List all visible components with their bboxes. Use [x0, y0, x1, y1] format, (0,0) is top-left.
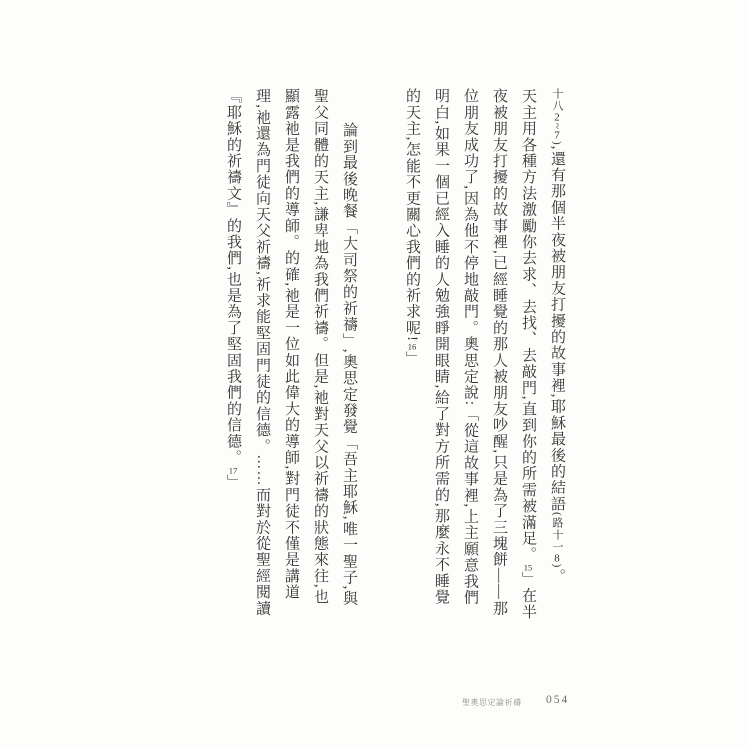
text-segment: 論到最後晚餐「大司祭的祈禱」,奧思定發覺「吾主耶穌,唯一聖子,與	[341, 122, 357, 607]
text-segment: 明白,如果一個已經入睡的人勉強睜開眼睛,給了對方所需的,那麼永不睡覺	[433, 88, 449, 606]
footnote-marker: 17	[228, 465, 238, 475]
upright-digits: 8	[554, 552, 560, 564]
text-segment: 聖父同體的天主,謙卑地為我們祈禱。但是,祂對天父以祈禱的狀態來往,也	[312, 88, 328, 606]
upright-digits: 7	[554, 129, 560, 141]
text-segment: 的天主,怎能不更關心我們的祈求呢!	[404, 88, 420, 343]
scripture-citation: (路十一8)	[551, 511, 563, 569]
text-column	[455, 88, 484, 644]
text-column	[247, 88, 276, 644]
text-segment: 天主用各種方法激勵你去求、去找、去敲門,直到你的所需被滿足。	[520, 88, 536, 563]
text-segment: 夜被朋友打擾的故事裡,已經睡覺的那人被朋友吵醒,只是為了三塊餅——那	[491, 88, 507, 617]
text-column	[305, 88, 334, 644]
footnote-marker: 15	[523, 562, 533, 572]
page-number: 054	[546, 694, 570, 706]
text-segment: ,還有那個半夜被朋友打擾的故事裡,耶穌最後的結語	[549, 145, 565, 512]
text-column	[513, 88, 542, 644]
text-segment: 」在半	[520, 571, 536, 620]
text-column	[334, 88, 363, 644]
footnote-marker: 16	[407, 342, 417, 351]
text-segment: 理,祂還為門徒向天父祈禱,祈求能堅固門徒的信德。……而對於從聖經閱讀	[254, 88, 270, 617]
text-column	[542, 88, 571, 644]
text-column	[276, 88, 305, 644]
text-segment: 位朋友成功了,因為他不停地敲門。奧思定說:「從這故事裡,上主願意我們	[462, 88, 478, 606]
text-segment: 。	[549, 568, 565, 585]
running-title: 聖奧思定論祈禱	[462, 698, 522, 707]
text-segment: 『耶穌的祈禱文』的我們,也是為了堅固我們的信德。	[225, 88, 241, 466]
text-segment: 顯露祂是我們的導師。的確,祂是一位如此偉大的導師,對門徒不僅是講道	[283, 88, 299, 601]
scripture-citation: 十八2~7)	[551, 88, 563, 146]
text-segment: 」	[225, 474, 241, 491]
body-text	[218, 88, 571, 644]
text-segment: 」	[404, 350, 420, 367]
text-column	[426, 88, 455, 644]
text-column	[484, 88, 513, 644]
text-column	[397, 88, 426, 644]
text-column	[218, 88, 247, 644]
upright-digits: 2	[554, 112, 560, 123]
